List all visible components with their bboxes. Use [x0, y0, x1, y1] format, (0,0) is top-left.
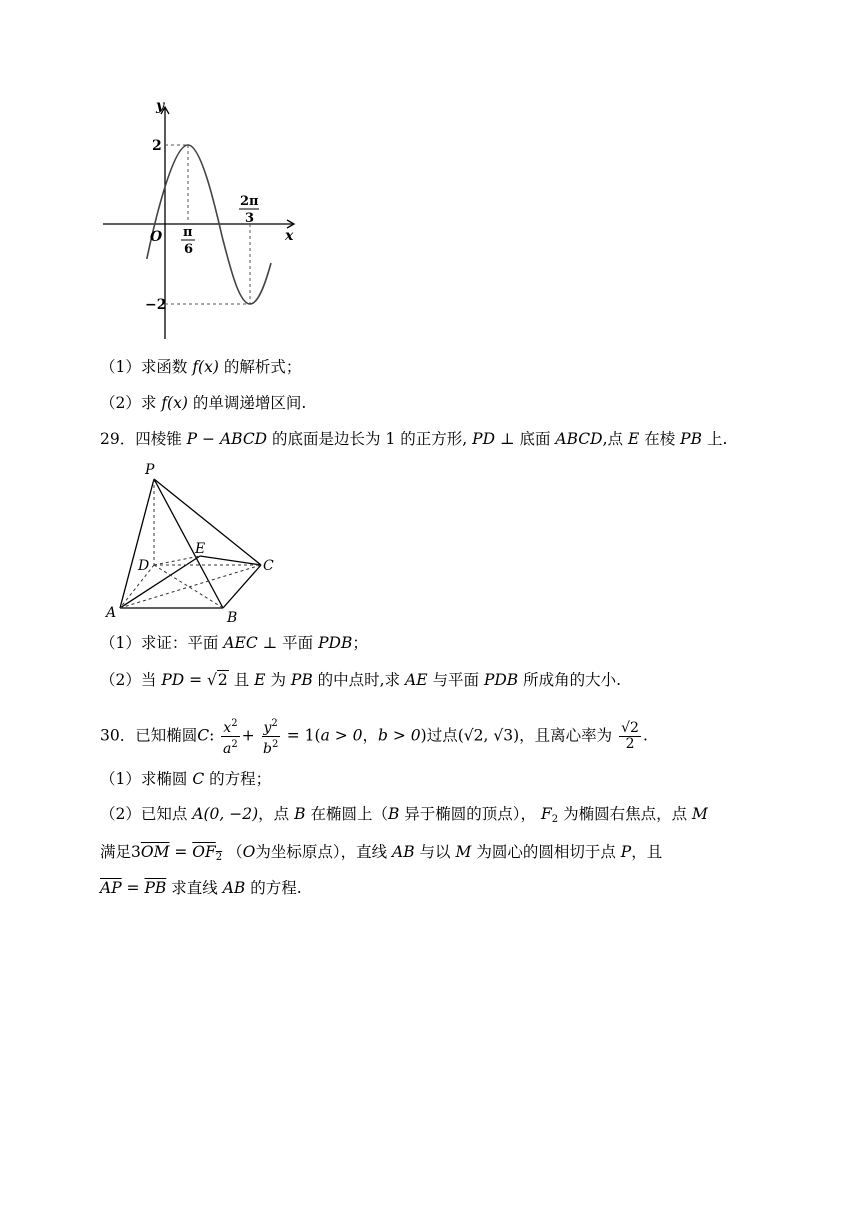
q29-text-b: 底面 [519, 430, 551, 448]
q28-part1-fn: f(x) [192, 358, 219, 376]
q30-y: y [263, 720, 272, 736]
q29-p1-b: 平面 [282, 634, 314, 652]
q30-l4-eq: = [121, 879, 145, 897]
q30-l4-ap: $\overline{AP}$ [100, 879, 122, 897]
q30-number: 30．已知椭圆 [100, 726, 198, 745]
q29-p2-ae: AE [405, 671, 428, 689]
q30-l4-ab: AB [222, 879, 246, 897]
q30-l3-e: 为圆心的圆相切于点 [476, 843, 616, 861]
q30-part2-line1 [100, 804, 708, 830]
q30-p2-f: F [541, 805, 552, 823]
label-d: D [138, 558, 150, 574]
q30-part1 [100, 769, 271, 789]
q29-p2-e2: 与平面 [432, 671, 479, 689]
q30-ecc-text: ，且离心率为 [519, 726, 613, 745]
q30-frac-x: $\frac{x^2}{a^2}$ [223, 718, 238, 757]
q28-part1-prefix: （1）求函数 [100, 358, 188, 376]
q28-part1-suffix: 的解析式； [223, 358, 302, 376]
q30-p2-point-b: B [294, 805, 306, 823]
q30-l3-ab: AB [392, 843, 415, 861]
q30-l3-o: O [242, 843, 256, 861]
y-axis-label: y [156, 98, 165, 114]
q29-end: 上. [706, 430, 728, 448]
q30-l4-pb: $\overline{PB}$ [144, 879, 167, 897]
q29-p2-e: E [254, 671, 266, 689]
sine-graph-figure [95, 95, 310, 345]
q30-part2-line3 [100, 878, 302, 898]
y-max-label: 2 [152, 138, 162, 154]
edge-pc [154, 479, 261, 565]
q30-l3-a: 满足3 [100, 843, 141, 861]
q28-part2-suffix: 的单调递增区间. [192, 394, 307, 412]
q30-b-gt: b > 0 [378, 726, 421, 745]
q30-p2-f-sub: 2 [551, 814, 559, 825]
q30-colon: : [209, 726, 215, 745]
q30-comma: ， [362, 726, 379, 745]
q30-p2-a: （2）已知点 [100, 805, 188, 823]
x-tick1-num: π [183, 225, 193, 240]
q29-text-a: 的底面是边长为 1 的正方形, [272, 430, 468, 448]
origin-label: O [150, 229, 163, 245]
q30-title [100, 716, 648, 757]
q30-p2-b: ，点 [258, 805, 290, 823]
q30-p2-c: 在椭圆上（ [310, 805, 388, 823]
q30-l3-of: OF [192, 843, 216, 861]
q30-p1-a: （1）求椭圆 [100, 770, 188, 788]
q29-text-d: 在棱 [644, 430, 676, 448]
q29-pd: PD [472, 430, 495, 448]
q30-frac-y: $\frac{y^2}{b^2}$ [262, 718, 279, 757]
q30-l4-a: 求直线 [171, 879, 218, 897]
q29-number: 29．四棱锥 [100, 430, 182, 448]
x-tick1-den: 6 [184, 242, 194, 257]
q29-p2-sqrt-arg: 2 [217, 671, 228, 689]
q30-l4-b: 的方程. [250, 879, 302, 897]
q29-p2-pb: PB [290, 671, 313, 689]
q30-p2-d: 异于椭圆的顶点）， [404, 805, 537, 823]
q28-part1 [100, 357, 301, 377]
q30-x: x [223, 720, 232, 736]
q29-p2-eq: = [184, 671, 208, 689]
x-axis-label: x [285, 228, 294, 244]
q29-pb: PB [680, 430, 702, 448]
q30-p1-c: C [192, 770, 205, 788]
q30-p2-point-b2: B [387, 805, 400, 823]
q29-text-c: ,点 [602, 430, 624, 448]
q29-p1-end: ； [352, 634, 368, 652]
q30-p1-b: 的方程； [209, 770, 272, 788]
q30-c: C [197, 726, 210, 745]
q30-l3-f: ，且 [631, 843, 663, 861]
q30-p2-point-a: A(0, −2) [192, 805, 259, 823]
x-tick2-num: 2π [240, 194, 259, 209]
q29-p2-b: 且 [233, 671, 250, 689]
label-b: B [227, 610, 238, 626]
q30-l3-of-sub: 2 [215, 852, 223, 863]
q29-p2-end: 所成角的大小. [523, 671, 622, 689]
y-min-label: −2 [145, 297, 167, 313]
edge-pb [154, 479, 223, 608]
q29-perp: ⊥ [499, 430, 515, 448]
q28-part2-prefix: （2）求 [100, 394, 157, 412]
q29-p1-a: （1）求证：平面 [100, 634, 219, 652]
label-a: A [106, 605, 117, 621]
pyramid-figure [100, 458, 290, 628]
q29-p2-c: 为 [270, 671, 286, 689]
q29-e: E [627, 430, 640, 448]
q29-p2-a: （2）当 [100, 671, 157, 689]
q30-ecc-num: √2 [621, 720, 639, 736]
q30-p2-m: M [692, 805, 708, 823]
q30-l3-om: $\overline{OM}$ [140, 843, 170, 861]
q29-abcd: ABCD [555, 430, 603, 448]
q29-p1-perp: ⊥ [262, 634, 278, 652]
q30-ecc-frac [619, 721, 641, 752]
q30-l3-m: M [455, 843, 472, 861]
q29-pyramid: P − ABCD [186, 430, 268, 448]
label-c: C [263, 558, 274, 574]
q29-p1-aec: AEC [223, 634, 258, 652]
q29-p2-sqrt-sign: √ [207, 671, 217, 689]
q30-eq1: = 1( [286, 726, 321, 745]
q29-p1-pdb: PDB [318, 634, 353, 652]
q30-part2-line2 [100, 842, 662, 868]
q30-l3-c: 为坐标原点），直线 [255, 843, 388, 861]
q29-part1 [100, 633, 368, 653]
q29-p2-d: 的中点时,求 [317, 671, 401, 689]
q29-p2-pd: PD [161, 671, 185, 689]
edge-db [154, 565, 223, 608]
q29-title [100, 429, 727, 449]
q30-l3-d: 与以 [419, 843, 451, 861]
q30-ecc-den: 2 [625, 736, 635, 752]
q30-a-gt: a > 0 [320, 726, 363, 745]
q30-p2-e: 为椭圆右焦点，点 [563, 805, 688, 823]
q30-l3-eq: = [169, 843, 193, 861]
q30-b: b [262, 741, 272, 757]
q30-a: a [223, 741, 232, 757]
q30-point: (√2, √3) [457, 726, 520, 745]
q30-dot: . [642, 726, 648, 745]
x-tick2-den: 3 [245, 211, 255, 226]
label-e: E [195, 541, 206, 557]
edge-bc [223, 565, 261, 608]
label-p: P [145, 462, 155, 478]
q30-l3-p: P [620, 843, 632, 861]
q28-part2 [100, 393, 306, 413]
q30-close: )过点 [420, 726, 458, 745]
q29-part2 [100, 670, 621, 690]
q29-p2-pdb: PDB [483, 671, 519, 689]
q30-plus: + [241, 726, 255, 745]
q30-l3-b: （ [227, 843, 243, 861]
q28-part2-fn: f(x) [161, 394, 188, 412]
